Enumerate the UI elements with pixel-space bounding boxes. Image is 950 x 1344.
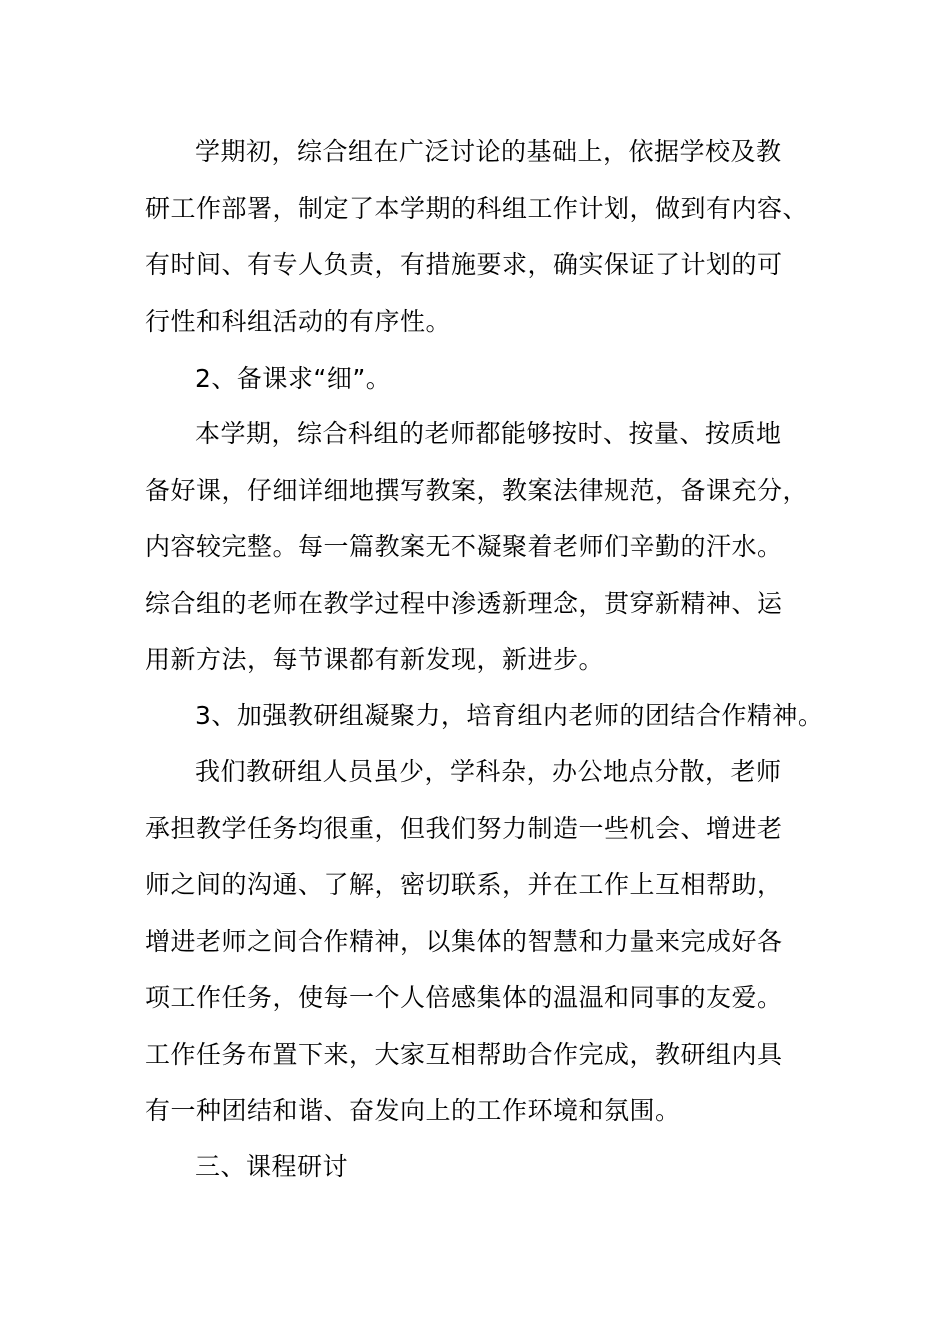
section-heading: 三、课程研讨 [195, 1152, 349, 1181]
section-heading: 3、加强教研组凝聚力，培育组内老师的团结合作精神。 [195, 701, 824, 730]
paragraph-line: 用新方法，每节课都有新发现，新进步。 [145, 645, 605, 674]
paragraph-line: 综合组的老师在教学过程中渗透新理念，贯穿新精神、运 [145, 589, 783, 618]
paragraph-line: 增进老师之间合作精神，以集体的智慧和力量来完成好各 [145, 927, 783, 956]
paragraph-line: 师之间的沟通、了解，密切联系，并在工作上互相帮助， [145, 870, 783, 899]
paragraph-line: 内容较完整。每一篇教案无不凝聚着老师们辛勤的汗水。 [145, 532, 783, 561]
paragraph-line: 承担教学任务均很重，但我们努力制造一些机会、增进老 [145, 814, 783, 843]
paragraph-line: 项工作任务，使每一个人倍感集体的温温和同事的友爱。 [145, 983, 783, 1012]
paragraph-line: 我们教研组人员虽少，学科杂，办公地点分散，老师 [195, 757, 782, 786]
paragraph-line: 工作任务布置下来，大家互相帮助合作完成，教研组内具 [145, 1040, 783, 1069]
paragraph-line: 备好课，仔细详细地撰写教案，教案法律规范，备课充分， [145, 476, 809, 505]
paragraph-line: 学期初，综合组在广泛讨论的基础上，依据学校及教 [195, 137, 782, 166]
paragraph-line: 本学期，综合科组的老师都能够按时、按量、按质地 [195, 419, 782, 448]
paragraph-line: 行性和科组活动的有序性。 [145, 307, 452, 336]
paragraph-line: 有一种团结和谐、奋发向上的工作环境和氛围。 [145, 1096, 681, 1125]
paragraph-line: 有时间、有专人负责，有措施要求，确实保证了计划的可 [145, 250, 783, 279]
paragraph-line: 研工作部署，制定了本学期的科组工作计划，做到有内容、 [145, 194, 809, 223]
section-heading: 2、备课求“细”。 [195, 364, 392, 393]
